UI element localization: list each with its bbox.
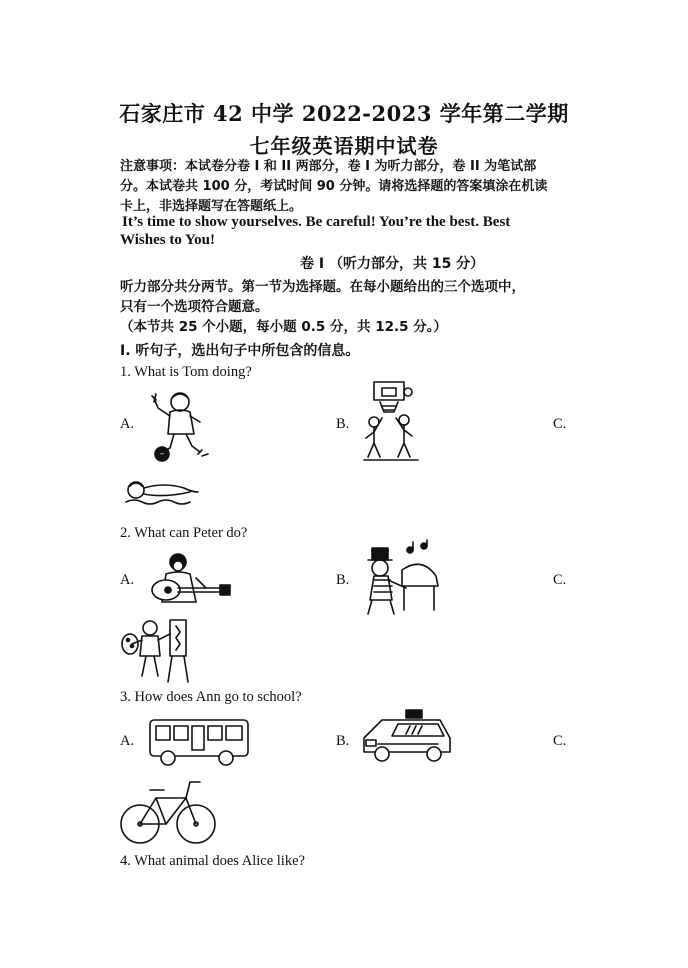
question-3: 3. How does Ann go to school? bbox=[120, 689, 302, 705]
man-playing-piano-icon bbox=[362, 540, 442, 618]
question-4: 4. What animal does Alice like? bbox=[120, 853, 305, 869]
q1-option-a[interactable]: A. bbox=[120, 416, 135, 432]
basketball-players-icon bbox=[360, 380, 425, 465]
motto-line2: Wishes to You! bbox=[120, 232, 216, 248]
notice-line2: 分。本试卷共 100 分，考试时间 90 分钟。请将选择题的答案填涂在机读 bbox=[120, 179, 548, 194]
q2-option-c[interactable]: C. bbox=[553, 572, 567, 588]
part-title: I. 听句子，选出句子中所包含的信息。 bbox=[120, 343, 360, 359]
bicycle-icon bbox=[120, 776, 216, 848]
section-title: 卷 I （听力部分，共 15 分） bbox=[300, 256, 485, 272]
instruction-line2: 只有一个选项符合题意。 bbox=[120, 299, 269, 315]
instruction-line1: 听力部分共分两节。第一节为选择题。在每小题给出的三个选项中， bbox=[120, 279, 525, 295]
boy-painting-icon bbox=[120, 616, 192, 686]
boy-playing-soccer-icon bbox=[140, 388, 210, 468]
motto-line1: It’s time to show yourselves. Be careful! You’re the best. Best bbox=[122, 214, 511, 230]
taxi-icon bbox=[358, 708, 456, 768]
question-2: 2. What can Peter do? bbox=[120, 525, 248, 541]
man-playing-guitar-icon bbox=[148, 552, 232, 608]
notice-line1: 注意事项：本试卷分卷 I 和 II 两部分，卷 I 为听力部分，卷 II 为笔试部 bbox=[120, 159, 537, 174]
exam-title-line1: 石家庄市 42 中学 2022-2023 学年第二学期 bbox=[119, 101, 569, 126]
q2-option-b[interactable]: B. bbox=[336, 572, 350, 588]
bus-icon bbox=[146, 716, 252, 770]
question-1: 1. What is Tom doing? bbox=[120, 364, 252, 380]
swimmer-icon bbox=[122, 474, 202, 508]
exam-title-line2: 七年级英语期中试卷 bbox=[249, 134, 439, 158]
instruction-line3: （本节共 25 个小题，每小题 0.5 分，共 12.5 分。） bbox=[120, 319, 447, 335]
q3-option-a[interactable]: A. bbox=[120, 733, 135, 749]
q3-option-c[interactable]: C. bbox=[553, 733, 567, 749]
q3-option-b[interactable]: B. bbox=[336, 733, 350, 749]
q2-option-a[interactable]: A. bbox=[120, 572, 135, 588]
q1-option-c[interactable]: C. bbox=[553, 416, 567, 432]
notice-line3: 卡上，非选择题写在答题纸上。 bbox=[120, 199, 303, 214]
q1-option-b[interactable]: B. bbox=[336, 416, 350, 432]
